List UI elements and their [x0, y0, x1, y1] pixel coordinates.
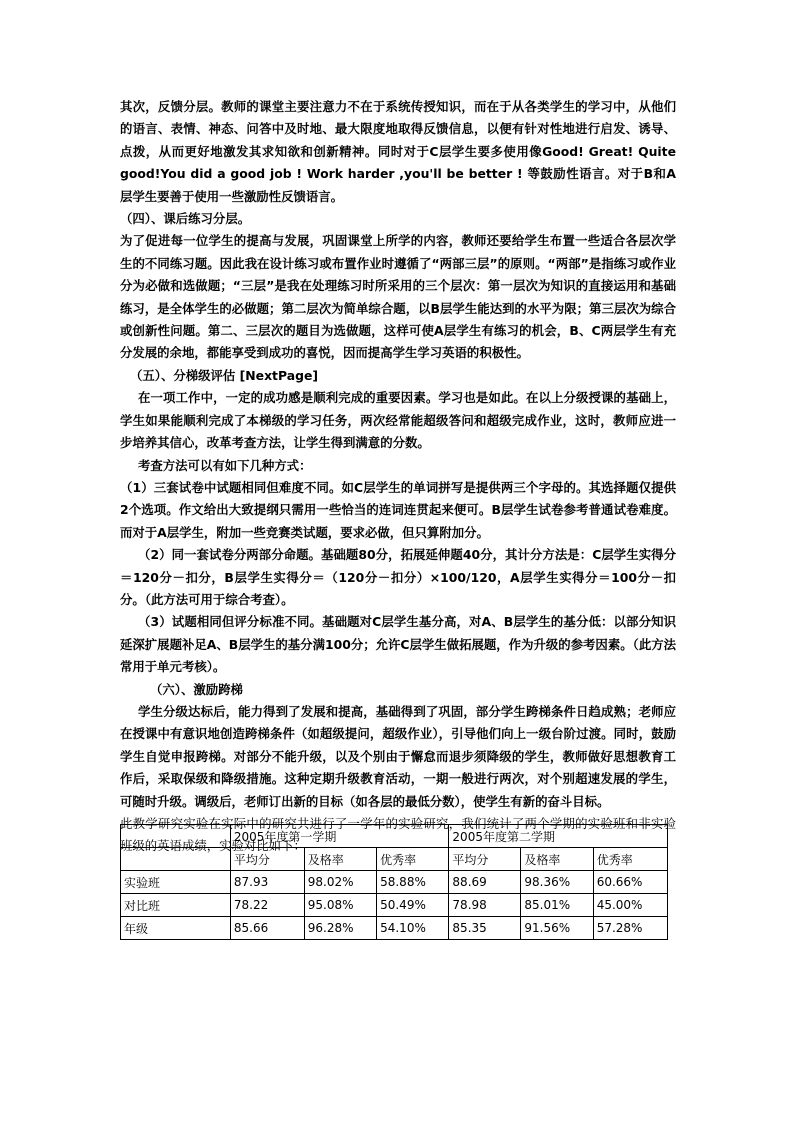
row-label: 年级: [121, 917, 231, 940]
column-header: 优秀率: [593, 848, 667, 871]
paragraph-feedback-layering: 其次，反馈分层。教师的课堂主要注意力不在于系统传授知识，而在于从各类学生的学习中，从他们的语言、表情、神态、问答中及时地、最大限度地取得反馈信息，以便有针对性地进行启发、诱导、点拨，从而更好地激发其求知欲和创新精神。同时对于C层学生要多使用像Good! Great! Quite good!You did a good job ! Work harder ,you'll be better ! 等鼓励性语言。对于B和A层学生要善于使用一些激励性反馈语言。: [120, 99, 676, 204]
table-cell: 50.49%: [377, 894, 449, 917]
row-label: 对比班: [121, 894, 231, 917]
heading-section-4: （四）、课后练习分层。: [120, 211, 251, 227]
table-row: [121, 917, 668, 940]
table-cell: 54.10%: [377, 917, 449, 940]
heading-section-6: （六）、激励跨梯: [150, 681, 243, 697]
column-header: 平均分: [449, 848, 521, 871]
table-cell: 88.69: [449, 871, 521, 894]
term-2-header: 2005年度第二学期: [449, 825, 668, 848]
table-cell: 96.28%: [304, 917, 376, 940]
table-cell: 58.88%: [377, 871, 449, 894]
table-cell: 87.93: [230, 871, 304, 894]
table-cell: 98.02%: [304, 871, 376, 894]
table-subheader-row: [121, 848, 668, 871]
paragraph-method-2: （2）同一套试卷分两部分命题。基础题80分，拓展延伸题40分，其计分方法是：C层学生实得分＝120分－扣分，B层学生实得分＝（120分－扣分）×100/120，A层学生实得分＝100分－扣分。（此方法可用于综合考查）。: [120, 547, 676, 607]
table-cell: 78.22: [230, 894, 304, 917]
table-cell: 85.35: [449, 917, 521, 940]
paragraph-method-1: （1）三套试卷中试题相同但难度不同。如C层学生的单词拼写是提供两三个字母的。其选择题仅提供2个选项。作文给出大致提纲只需用一些恰当的连词连贯起来便可。B层学生试卷参考普通试卷难度。而对于A层学生，附加一些竞赛类试题，要求必做，但只算附加分。: [120, 479, 676, 540]
column-header: 平均分: [230, 848, 304, 871]
heading-section-5: （五）、分梯级评估 [NextPage]: [130, 367, 319, 383]
table-row: [121, 894, 668, 917]
table-cell: 85.01%: [521, 894, 593, 917]
table-cell: 78.98: [449, 894, 521, 917]
column-header: 及格率: [521, 848, 593, 871]
table-corner-cell: [121, 848, 231, 871]
paragraph-incentive: 学生分级达标后，能力得到了发展和提高，基础得到了巩固，部分学生跨梯条件日趋成熟；老师应在授课中有意识地创造跨梯条件（如超级提问，超级作业），引导他们向上一级台阶过渡。同时，鼓励学生自觉申报跨梯。对部分不能升级，以及个别由于懈怠而退步须降级的学生，教师做好思想教育工作后，采取保级和降级措施。这种定期升级教育活动，一期一般进行两次，对个别超速发展的学生，可随时升级。调级后，老师订出新的目标（如各层的最低分数），使学生有新的奋斗目标。: [120, 703, 676, 809]
table-cell: 57.28%: [593, 917, 667, 940]
results-table: [120, 824, 668, 940]
table-header-row: [121, 825, 668, 848]
row-label: 实验班: [121, 871, 231, 894]
table-row: [121, 871, 668, 894]
paragraph-method-3: （3）试题相同但评分标准不同。基础题对C层学生基分高，对A、B层学生的基分低：以部分知识延深扩展题补足A、B层学生的基分满100分；允许C层学生做拓展题，作为升级的参考因素。（此方法常用于单元考核）。: [120, 614, 676, 675]
column-header: 优秀率: [377, 848, 449, 871]
table-cell: 85.66: [230, 917, 304, 940]
paragraph-methods-intro: 考查方法可以有如下几种方式：: [138, 457, 312, 473]
column-header: 及格率: [304, 848, 376, 871]
paragraph-experiment-summary: 此教学研究实验在实际中的研究共进行了一学年的实验研究，我们统计了两个学期的实验班和非实验班级的英语成绩，实验对比如下：: [120, 816, 676, 854]
table-cell: 95.08%: [304, 894, 376, 917]
table-cell: 60.66%: [593, 871, 667, 894]
paragraph-success: 在一项工作中，一定的成功感是顺利完成的重要因素。学习也是如此。在以上分级授课的基础上，学生如果能顺利完成了本梯级的学习任务，两次经常能超级答问和超级完成作业，这时，教师应进一步培养其信心，改革考查方法，让学生得到满意的分数。: [120, 390, 676, 451]
paragraph-homework-layering: 为了促进每一位学生的提高与发展，巩固课堂上所学的内容，教师还要给学生布置一些适合各层次学生的不同练习题。因此我在设计练习或布置作业时遵循了“两部三层”的原则。“两部”是指练习或作业分为必做和选做题；“三层”是我在处理练习时所采用的三个层次：第一层次为知识的直接运用和基础练习，是全体学生的必做题；第二层次为简单综合题，以B层学生能达到的水平为限；第三层次为综合或创新性问题。第二、三层次的题目为选做题，这样可使A层学生有练习的机会，B、C两层学生有充分发展的余地，都能享受到成功的喜悦，因而提高学生学习英语的积极性。: [120, 233, 676, 361]
table-cell: 45.00%: [593, 894, 667, 917]
table-cell: 98.36%: [521, 871, 593, 894]
term-1-header: 2005年度第一学期: [230, 825, 449, 848]
document-body: [120, 96, 676, 858]
table-cell: 91.56%: [521, 917, 593, 940]
table-corner-cell: [121, 825, 231, 848]
